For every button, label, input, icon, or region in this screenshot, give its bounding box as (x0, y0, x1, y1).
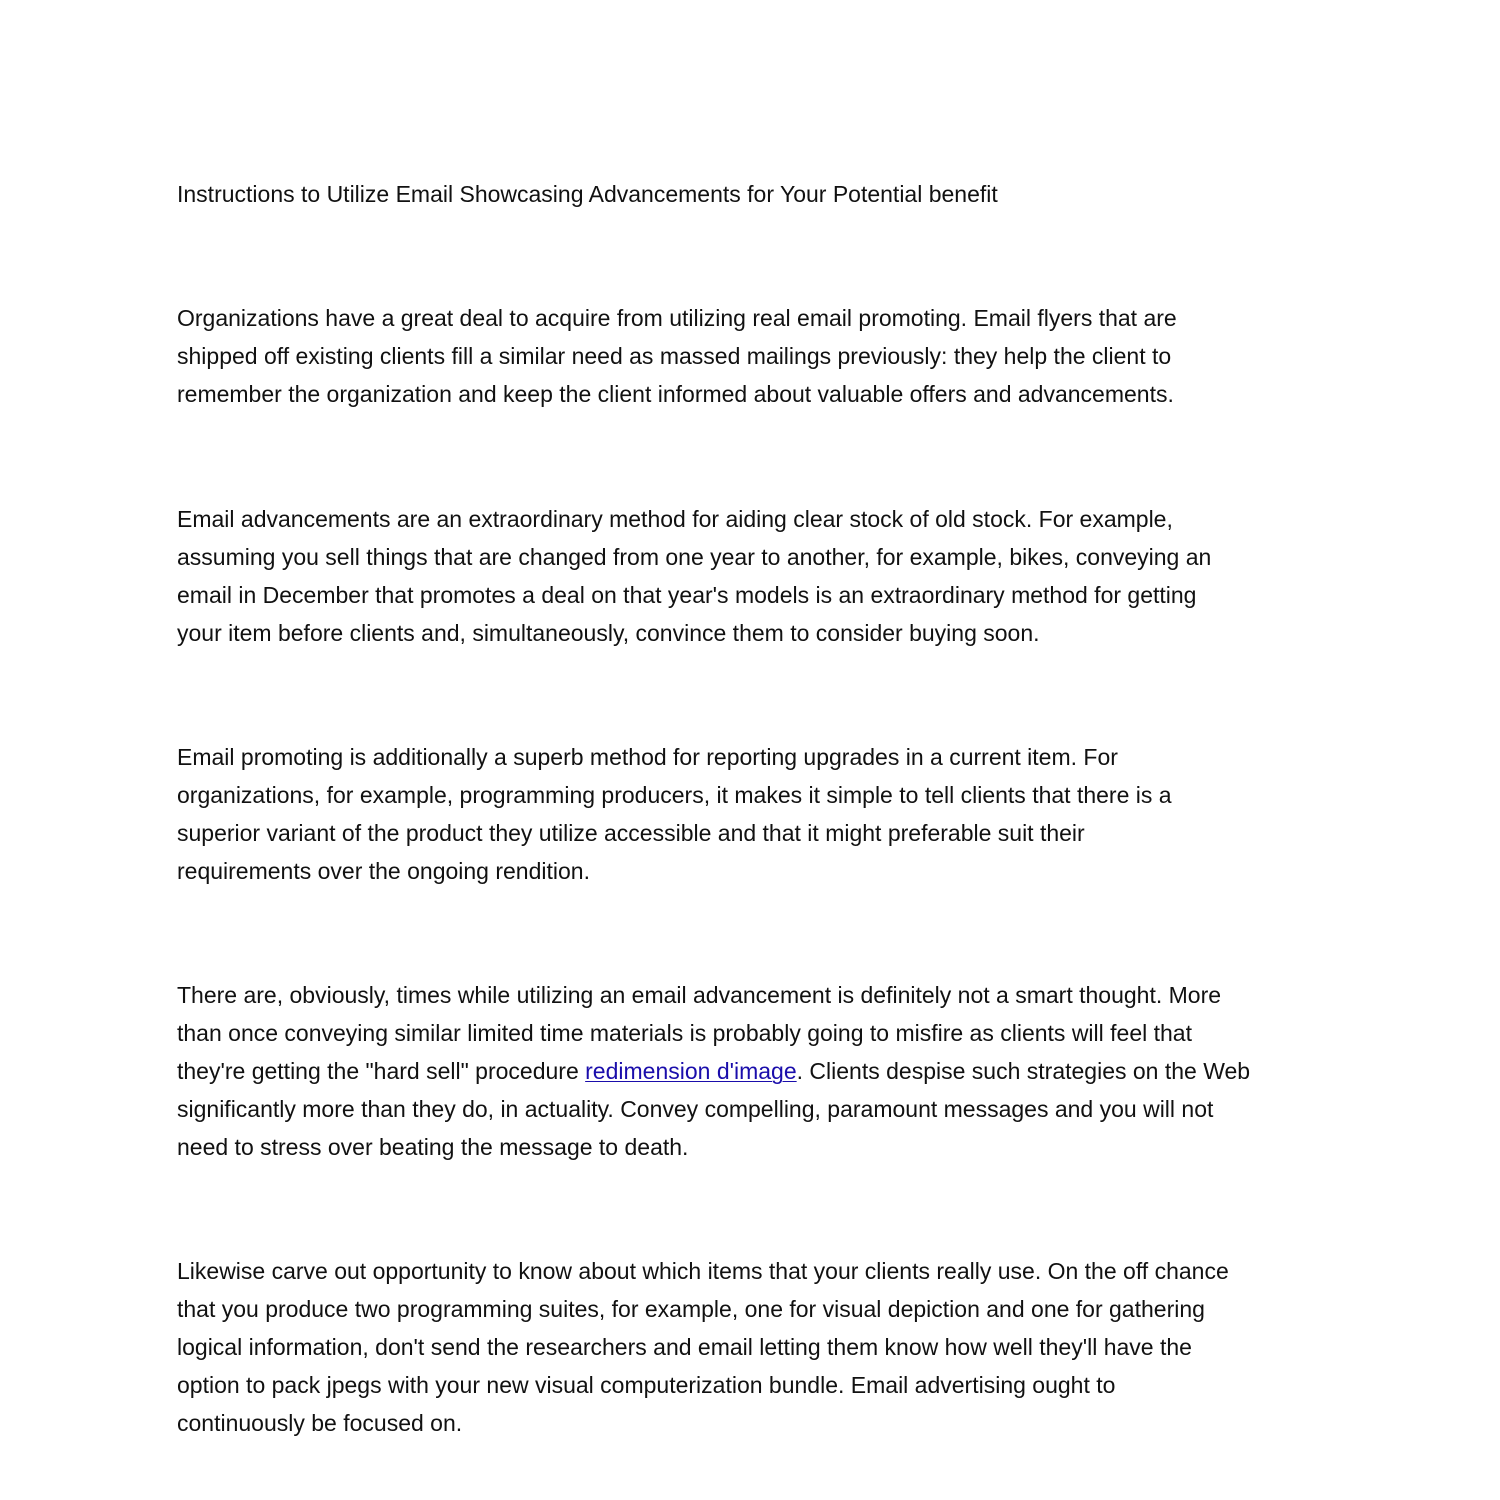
paragraph-5-line-1: Likewise carve out opportunity to know about which items that your clients really use. On the off chance (177, 1258, 1229, 1284)
paragraph-5-line-3: logical information, don't send the researchers and email letting them know how well they'll have the (177, 1334, 1192, 1360)
paragraph-5-line-4: option to pack jpegs with your new visual computerization bundle. Email advertising ought to (177, 1372, 1116, 1398)
paragraph-5-line-2: that you produce two programming suites, for example, one for visual depiction and one for gathering (177, 1296, 1205, 1322)
paragraph-3 (177, 738, 1172, 890)
paragraph-4-line-3-before-link: they're getting the "hard sell" procedure (177, 1058, 586, 1084)
paragraph-4-line-3-after-link: . Clients despise such strategies on the Web (796, 1058, 1251, 1084)
paragraph-4 (177, 976, 1250, 1166)
document-title (177, 175, 998, 213)
paragraph-1-line-3: remember the organization and keep the client informed about valuable offers and advancements. (177, 381, 1174, 407)
paragraph-5 (177, 1252, 1229, 1442)
paragraph-3-line-3: superior variant of the product they utilize accessible and that it might preferable suit their (177, 820, 1085, 846)
paragraph-5-line-5: continuously be focused on. (177, 1410, 463, 1436)
redimension-image-link[interactable]: redimension d'image (585, 1058, 797, 1084)
title-line: Instructions to Utilize Email Showcasing Advancements for Your Potential benefit (177, 181, 998, 207)
paragraph-2-line-4: your item before clients and, simultaneously, convince them to consider buying soon. (177, 620, 1040, 646)
paragraph-2-line-2: assuming you sell things that are changed from one year to another, for example, bikes, conveying an (177, 544, 1212, 570)
paragraph-3-line-1: Email promoting is additionally a superb method for reporting upgrades in a current item. For (177, 744, 1118, 770)
paragraph-1-line-2: shipped off existing clients fill a similar need as massed mailings previously: they help the client to (177, 343, 1172, 369)
paragraph-3-line-4: requirements over the ongoing rendition. (177, 858, 590, 884)
paragraph-1 (177, 299, 1177, 413)
paragraph-4-line-5: need to stress over beating the message to death. (177, 1134, 689, 1160)
paragraph-2-line-1: Email advancements are an extraordinary method for aiding clear stock of old stock. For example, (177, 506, 1173, 532)
paragraph-1-line-1: Organizations have a great deal to acquire from utilizing real email promoting. Email flyers that are (177, 305, 1177, 331)
paragraph-3-line-2: organizations, for example, programming producers, it makes it simple to tell clients that there is a (177, 782, 1172, 808)
paragraph-4-line-1: There are, obviously, times while utilizing an email advancement is definitely not a smart thought. More (177, 982, 1222, 1008)
paragraph-2-line-3: email in December that promotes a deal on that year's models is an extraordinary method for getting (177, 582, 1197, 608)
paragraph-4-line-2: than once conveying similar limited time materials is probably going to misfire as clients will feel that (177, 1020, 1192, 1046)
paragraph-2 (177, 500, 1211, 652)
paragraph-4-line-3 (177, 1052, 1250, 1090)
paragraph-4-line-4: significantly more than they do, in actuality. Convey compelling, paramount messages and you will not (177, 1096, 1214, 1122)
